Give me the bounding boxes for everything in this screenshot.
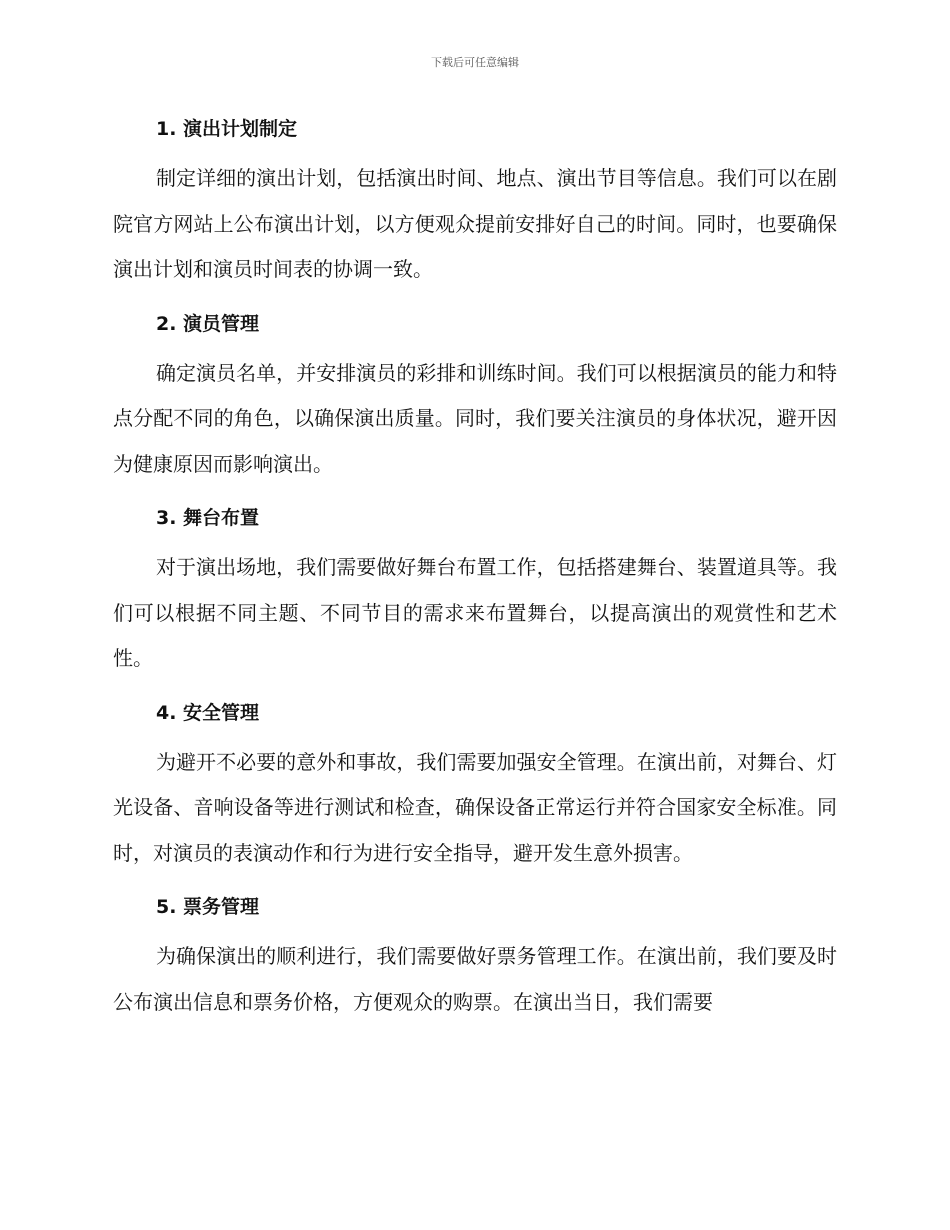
document-body (113, 112, 837, 1039)
section-heading: 1. 演出计划制定 (156, 118, 298, 140)
section-paragraph: 为避开不必要的意外和事故，我们需要加强安全管理。在演出前，对舞台、灯光设备、音响设备等进行测试和检查，确保设备正常运行并符合国家安全标准。同时，对演员的表演动作和行为进行安全指导，避开发生意外损害。 (113, 749, 837, 865)
section-paragraph: 为确保演出的顺利进行，我们需要做好票务管理工作。在演出前，我们要及时公布演出信息和票务价格，方便观众的购票。在演出当日，我们需要 (113, 944, 837, 1014)
section-heading: 3. 舞台布置 (156, 507, 260, 529)
section-heading: 5. 票务管理 (156, 896, 260, 918)
page-header-note: 下载后可任意编辑 (431, 56, 519, 69)
section-paragraph: 确定演员名单，并安排演员的彩排和训练时间。我们可以根据演员的能力和特点分配不同的角色，以确保演出质量。同时，我们要关注演员的身体状况，避开因为健康原因而影响演出。 (113, 360, 837, 476)
section-heading: 2. 演员管理 (156, 312, 260, 335)
section-heading: 4. 安全管理 (156, 701, 260, 724)
section-paragraph: 对于演出场地，我们需要做好舞台布置工作，包括搭建舞台、装置道具等。我们可以根据不同主题、不同节目的需求来布置舞台，以提高演出的观赏性和艺术性。 (113, 555, 837, 670)
section-paragraph: 制定详细的演出计划，包括演出时间、地点、演出节目等信息。我们可以在剧院官方网站上公布演出计划，以方便观众提前安排好自己的时间。同时，也要确保演出计划和演员时间表的协调一致。 (113, 166, 837, 281)
